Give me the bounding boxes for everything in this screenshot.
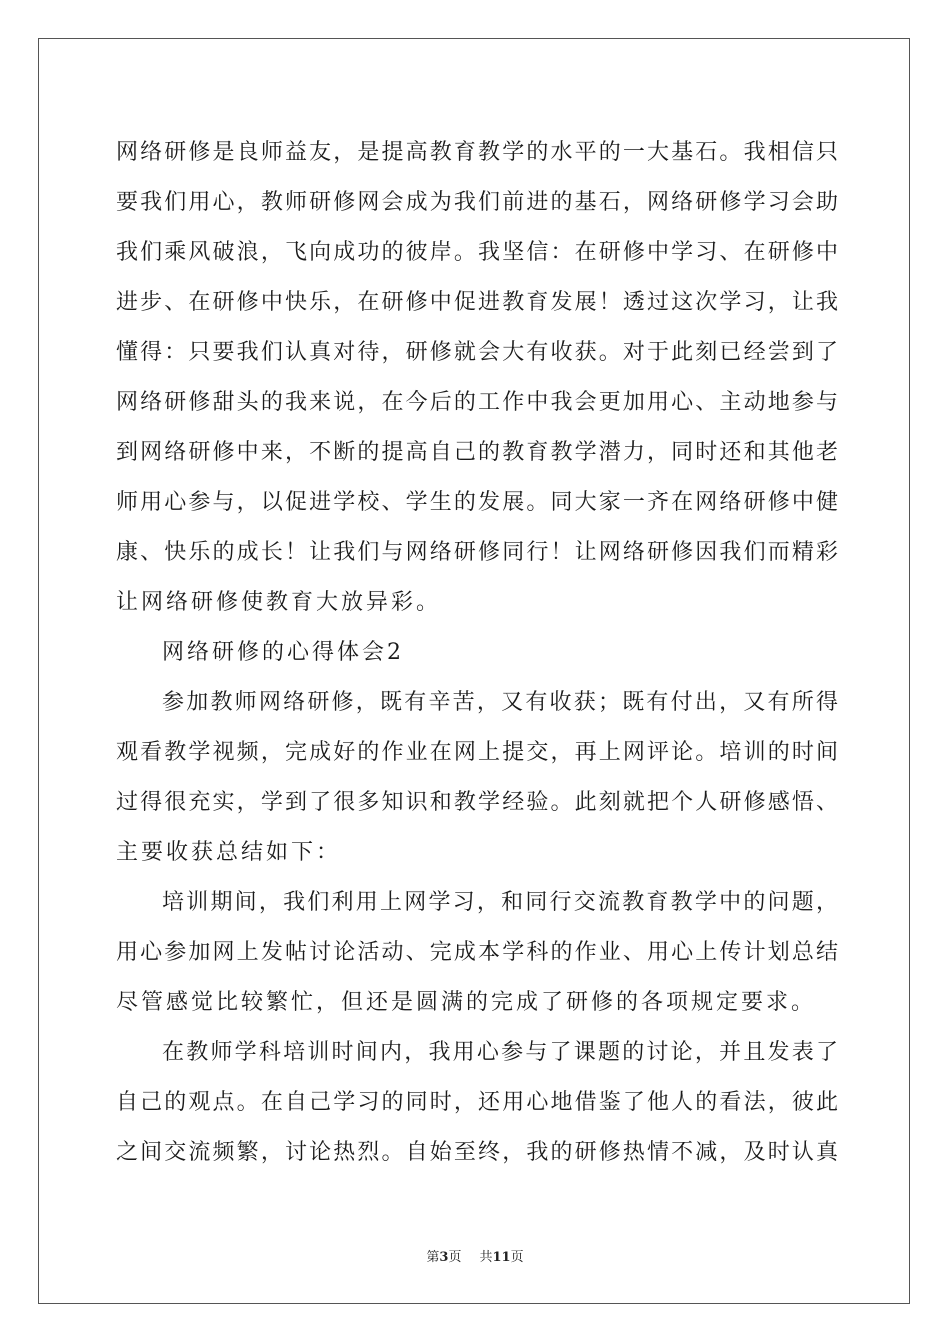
text-line: 自己的观点。在自己学习的同时，还用心地借鉴了他人的看法，彼此 — [116, 1090, 838, 1115]
text-line: 我们乘风破浪，飞向成功的彼岸。我坚信：在研修中学习、在研修中 — [116, 240, 838, 265]
text-line: 网络研修甜头的我来说，在今后的工作中我会更加用心、主动地参与 — [116, 390, 838, 415]
page-suffix: 页 — [448, 1250, 462, 1265]
text-line: 用心参加网上发帖讨论活动、完成本学科的作业、用心上传计划总结 — [116, 940, 838, 965]
text-line: 让网络研修使教育大放异彩。 — [116, 590, 442, 615]
text-line: 过得很充实，学到了很多知识和教学经验。此刻就把个人研修感悟、 — [116, 790, 838, 815]
text-line: 观看教学视频，完成好的作业在网上提交，再上网评论。培训的时间 — [116, 740, 838, 765]
text-line: 在教师学科培训时间内，我用心参与了课题的讨论，并且发表了 — [162, 1040, 838, 1065]
text-line: 参加教师网络研修，既有辛苦，又有收获；既有付出，又有所得 — [162, 690, 838, 715]
text-line: 到网络研修中来，不断的提高自己的教育教学潜力，同时还和其他老 — [116, 440, 838, 465]
text-line: 进步、在研修中快乐，在研修中促进教育发展！透过这次学习，让我 — [116, 290, 838, 315]
total-suffix: 页 — [510, 1250, 524, 1265]
page-current: 3 — [439, 1250, 449, 1265]
page-total: 11 — [492, 1250, 511, 1265]
page-prefix: 第 — [426, 1250, 440, 1265]
text-line: 网络研修是良师益友，是提高教育教学的水平的一大基石。我相信只 — [116, 140, 838, 165]
text-line: 之间交流频繁，讨论热烈。自始至终，我的研修热情不减，及时认真 — [116, 1140, 838, 1165]
page-footer — [0, 1248, 950, 1268]
text-line: 师用心参与，以促进学校、学生的发展。同大家一齐在网络研修中健 — [116, 490, 838, 515]
text-line: 尽管感觉比较繁忙，但还是圆满的完成了研修的各项规定要求。 — [116, 990, 817, 1015]
text-line: 培训期间，我们利用上网学习，和同行交流教育教学中的问题， — [162, 890, 838, 915]
section-heading: 网络研修的心得体会2 — [162, 640, 404, 665]
document-body — [116, 128, 838, 1178]
text-line: 主要收获总结如下： — [116, 840, 342, 865]
text-line: 康、快乐的成长！让我们与网络研修同行！让网络研修因我们而精彩 — [116, 540, 838, 565]
total-prefix: 共 — [479, 1250, 493, 1265]
text-line: 要我们用心，教师研修网会成为我们前进的基石，网络研修学习会助 — [116, 190, 838, 215]
text-line: 懂得：只要我们认真对待，研修就会大有收获。对于此刻已经尝到了 — [116, 340, 838, 365]
